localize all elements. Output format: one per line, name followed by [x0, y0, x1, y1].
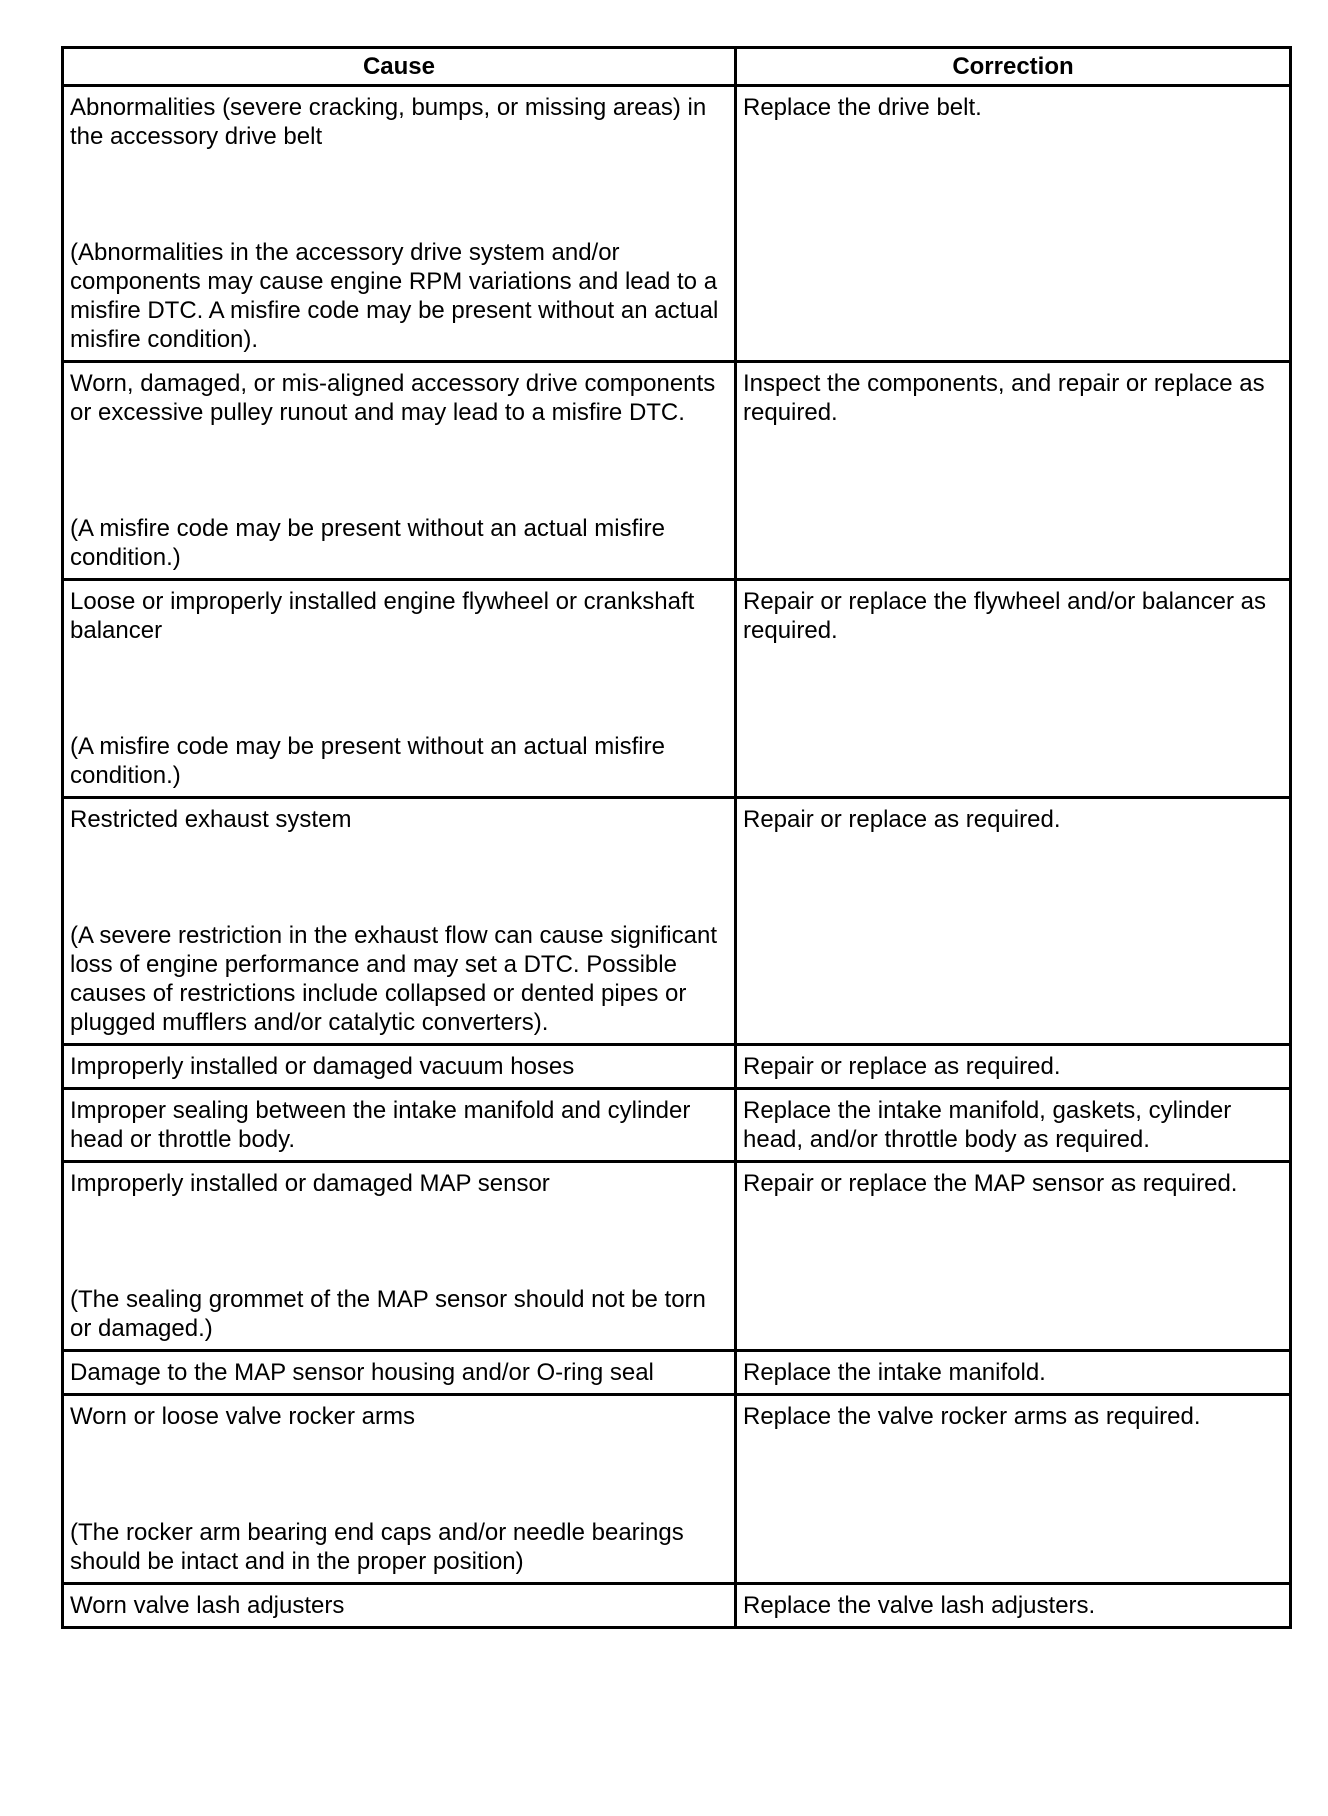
correction-cell: Repair or replace the MAP sensor as required. — [736, 1162, 1291, 1351]
cause-note: (Abnormalities in the accessory drive system and/or components may cause engine RPM variations and lead to a misfire DTC. A misfire code may be present without an actual misfire condition). — [70, 239, 719, 353]
cause-text: Worn, damaged, or mis-aligned accessory drive components or excessive pulley runout and may lead to a misfire DTC. — [70, 370, 716, 426]
correction-cell: Replace the intake manifold, gaskets, cylinder head, and/or throttle body as required. — [736, 1089, 1291, 1162]
cause-text: Improperly installed or damaged vacuum hoses — [70, 1053, 575, 1080]
cause-cell — [63, 1089, 736, 1162]
cause-note: (The sealing grommet of the MAP sensor should not be torn or damaged.) — [70, 1286, 706, 1342]
correction-cell: Repair or replace as required. — [736, 1045, 1291, 1089]
table-row — [63, 1045, 1291, 1089]
cause-text: Worn valve lash adjusters — [70, 1592, 345, 1619]
cause-cell — [63, 1395, 736, 1584]
cause-correction-table — [61, 46, 1292, 1629]
cause-text: Damage to the MAP sensor housing and/or O-ring seal — [70, 1359, 654, 1386]
cause-text: Improperly installed or damaged MAP sensor — [70, 1170, 550, 1197]
correction-cell: Repair or replace the flywheel and/or balancer as required. — [736, 580, 1291, 798]
table-row — [63, 1584, 1291, 1628]
cause-note: (A misfire code may be present without an actual misfire condition.) — [70, 733, 665, 789]
cause-text: Abnormalities (severe cracking, bumps, or missing areas) in the accessory drive belt — [70, 94, 707, 150]
table-row — [63, 1089, 1291, 1162]
table-row — [63, 580, 1291, 798]
cause-text: Restricted exhaust system — [70, 806, 352, 833]
cause-cell — [63, 1351, 736, 1395]
cause-text: Loose or improperly installed engine flywheel or crankshaft balancer — [70, 588, 695, 644]
header-correction: Correction — [736, 48, 1291, 86]
header-row — [63, 48, 1291, 86]
cause-cell — [63, 798, 736, 1045]
cause-note: (A severe restriction in the exhaust flow can cause significant loss of engine performance and may set a DTC. Possible causes of restrictions include collapsed or dented pipes or plugged mufflers and/or catalytic converters). — [70, 922, 717, 1036]
correction-cell: Replace the intake manifold. — [736, 1351, 1291, 1395]
cause-cell — [63, 1584, 736, 1628]
table-row — [63, 1162, 1291, 1351]
cause-cell — [63, 362, 736, 580]
correction-cell: Replace the drive belt. — [736, 86, 1291, 362]
cause-text: Improper sealing between the intake manifold and cylinder head or throttle body. — [70, 1097, 691, 1153]
cause-note: (A misfire code may be present without an actual misfire condition.) — [70, 515, 665, 571]
table-row — [63, 86, 1291, 362]
correction-cell: Repair or replace as required. — [736, 798, 1291, 1045]
table-row — [63, 1395, 1291, 1584]
correction-cell: Replace the valve rocker arms as required. — [736, 1395, 1291, 1584]
cause-note: (The rocker arm bearing end caps and/or needle bearings should be intact and in the proper position) — [70, 1519, 684, 1575]
header-cause: Cause — [63, 48, 736, 86]
cause-cell — [63, 86, 736, 362]
table-row — [63, 1351, 1291, 1395]
cause-cell — [63, 580, 736, 798]
table-row — [63, 798, 1291, 1045]
cause-text: Worn or loose valve rocker arms — [70, 1403, 415, 1430]
cause-cell — [63, 1045, 736, 1089]
correction-cell: Inspect the components, and repair or replace as required. — [736, 362, 1291, 580]
correction-cell: Replace the valve lash adjusters. — [736, 1584, 1291, 1628]
table-row — [63, 362, 1291, 580]
cause-cell — [63, 1162, 736, 1351]
